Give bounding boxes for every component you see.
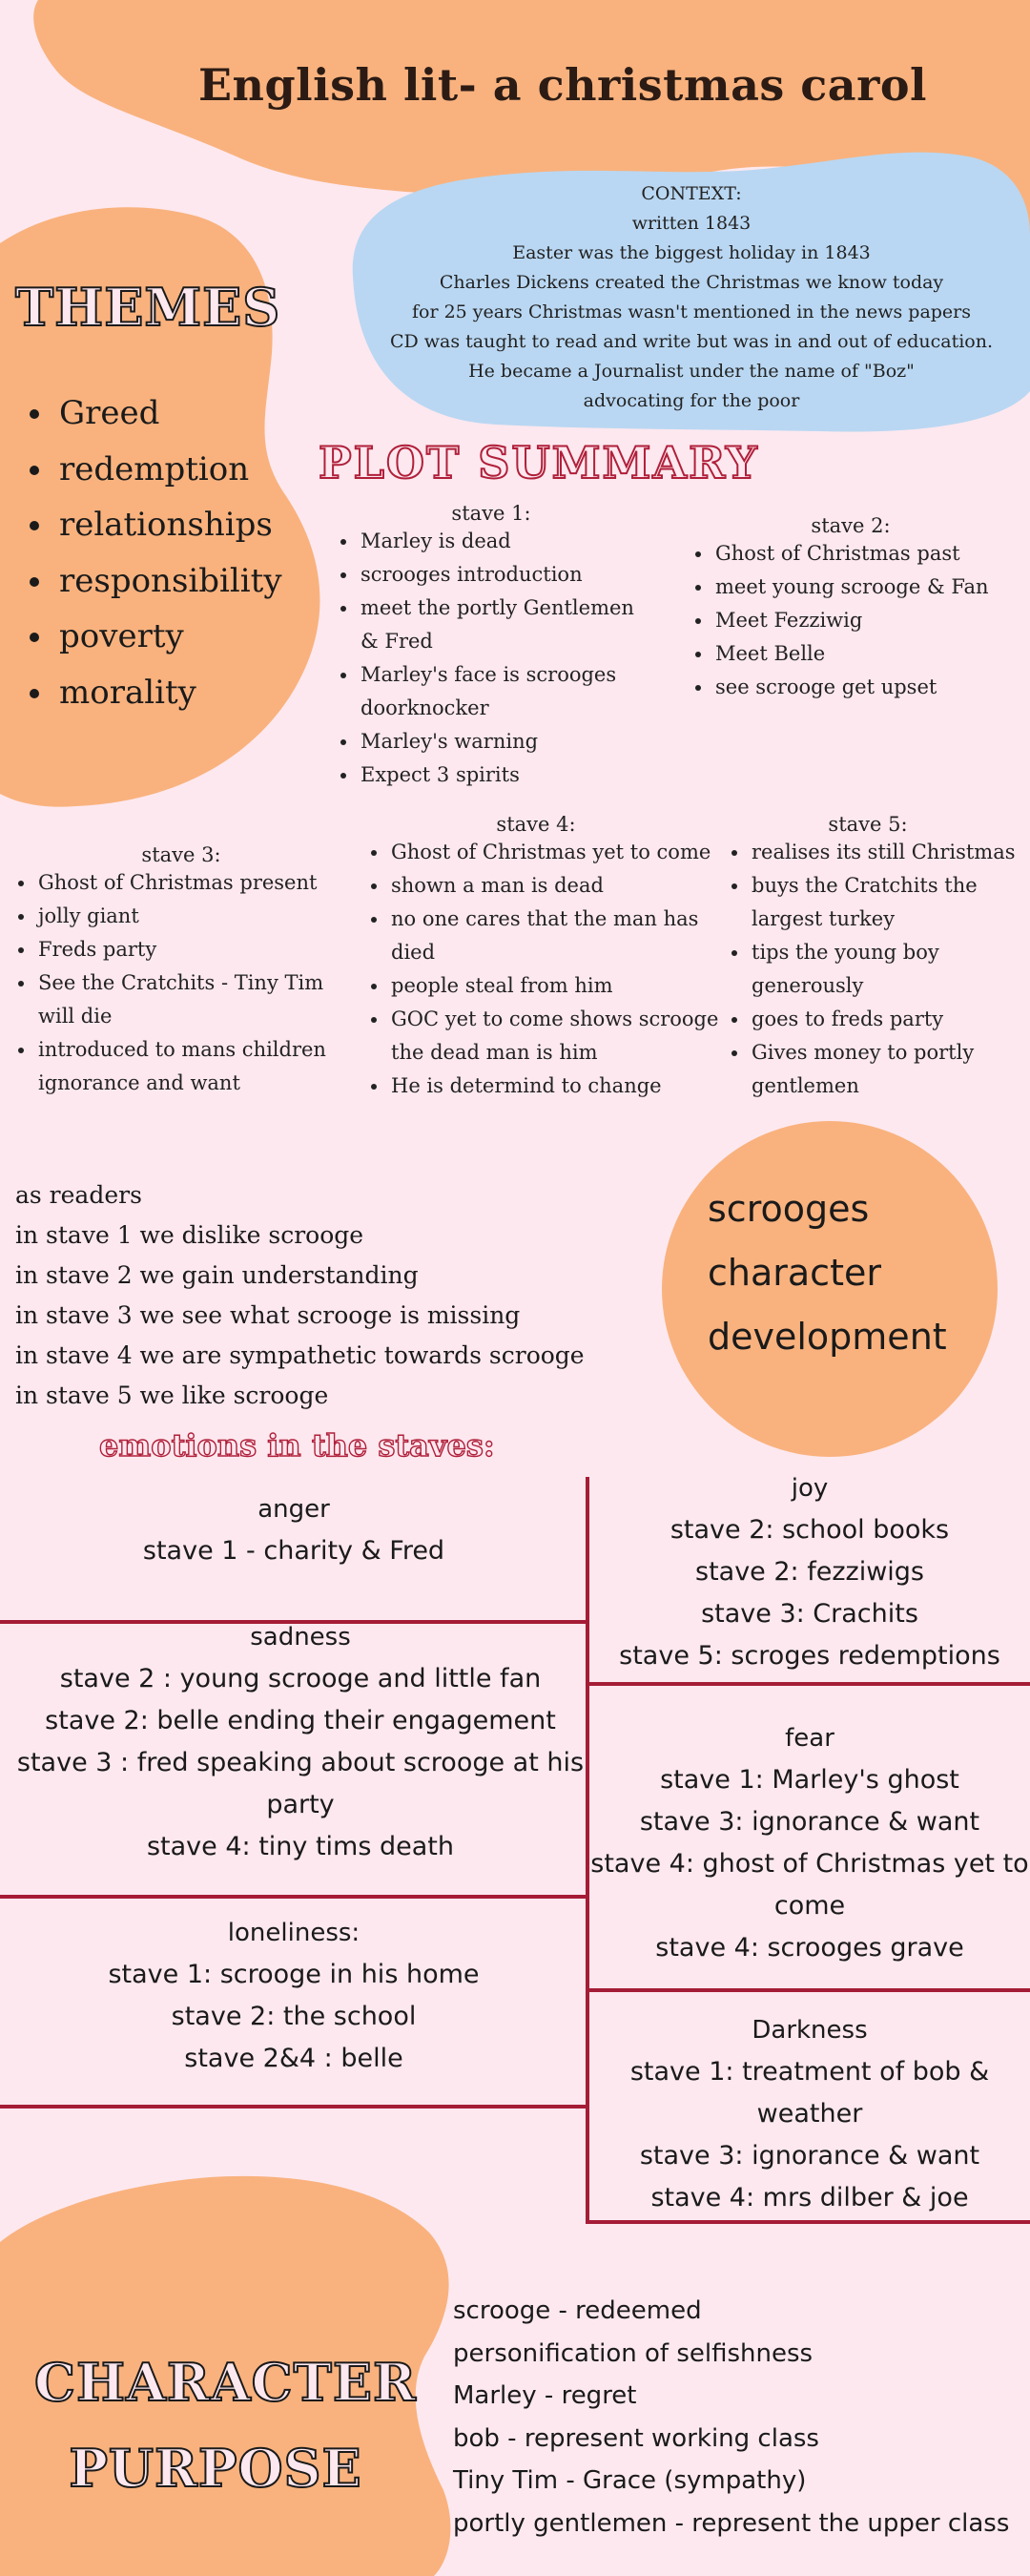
emotion-line: stave 4: scrooges grave [655, 1933, 964, 1963]
emotion-heading: joy [791, 1474, 829, 1503]
stave-item: • Gives money to portly gentlemen [750, 1036, 1028, 1103]
theme-item: • relationships [55, 497, 282, 553]
stave-3-list [0, 866, 362, 1100]
readers-line: in stave 2 we gain understanding [15, 1261, 419, 1289]
character-development-line: scrooges [708, 1188, 870, 1230]
stave-item: • He is determind to change [389, 1070, 719, 1103]
context-line: CONTEXT: [641, 183, 742, 204]
stave-item: • Meet Fezziwig [713, 604, 1013, 637]
context-line: Charles Dickens created the Christmas we know today [439, 272, 944, 293]
stave-5-list [725, 836, 1028, 1103]
stave-item: • See the Cratchits - Tiny Tim will die [36, 966, 362, 1033]
stave-3-label: stave 3: [141, 843, 221, 866]
emotion-line: stave 3: ignorance & want [639, 2141, 980, 2171]
emotion-darkness [589, 2009, 1030, 2219]
stave-1-block [334, 502, 658, 792]
emotions-heading: emotions in the staves: [99, 1427, 495, 1464]
context-line: Easter was the biggest holiday in 1843 [512, 242, 871, 263]
readers-line: in stave 4 we are sympathetic towards scrooge [15, 1341, 585, 1369]
context-line: for 25 years Christmas wasn't mentioned in the news papers [411, 301, 972, 322]
themes-list [21, 385, 282, 720]
emotion-line: stave 3: ignorance & want [639, 1807, 980, 1837]
stave-item: • buys the Cratchits the largest turkey [750, 869, 1028, 936]
stave-5-block [725, 813, 1028, 1103]
stave-item: • Freds party [36, 933, 362, 966]
stave-4-block [364, 813, 719, 1103]
emotions-divider [0, 2105, 587, 2109]
emotion-heading: anger [258, 1495, 330, 1524]
emotion-anger [0, 1488, 587, 1572]
emotion-line: stave 4: tiny tims death [146, 1832, 455, 1861]
character-development-label [708, 1177, 947, 1369]
context-line: written 1843 [631, 213, 752, 234]
emotion-line: stave 1 - charity & Fred [142, 1536, 445, 1566]
emotion-heading: loneliness: [227, 1919, 360, 1947]
stave-item: • introduced to mans children ignorance and want [36, 1033, 362, 1100]
readers-line: in stave 5 we like scrooge [15, 1381, 329, 1409]
emotion-line: stave 1: scrooge in his home [108, 1960, 480, 1989]
stave-item: • Ghost of Christmas past [713, 537, 1013, 571]
emotion-line: stave 3: Crachits [701, 1599, 918, 1629]
context-block [353, 179, 1030, 416]
theme-item: • Greed [55, 385, 282, 442]
readers-block [15, 1175, 585, 1416]
emotion-line: stave 2: fezziwigs [695, 1557, 924, 1587]
stave-1-list [334, 525, 658, 792]
character-development-line: development [708, 1316, 947, 1358]
character-purpose-heading-line: PURPOSE [69, 2438, 362, 2499]
readers-line: in stave 3 we see what scrooge is missing [15, 1301, 521, 1329]
context-line: advocating for the poor [583, 390, 800, 411]
stave-item: • jolly giant [36, 900, 362, 933]
emotion-heading: fear [785, 1724, 834, 1753]
character-purpose-item: Marley - regret [453, 2381, 637, 2410]
stave-item: • goes to freds party [750, 1003, 1028, 1036]
stave-item: • Marley's warning [359, 725, 658, 758]
character-purpose-heading-line: CHARACTER [34, 2352, 417, 2413]
stave-5-label: stave 5: [828, 813, 908, 836]
stave-item: • Meet Belle [713, 637, 1013, 671]
stave-item: • people steal from him [389, 969, 719, 1003]
emotion-line: stave 2: belle ending their engagement [45, 1706, 556, 1735]
stave-item: • Marley's face is scrooges doorknocker [359, 658, 658, 725]
stave-4-list [364, 836, 719, 1103]
stave-item: • see scrooge get upset [713, 671, 1013, 704]
context-line: He became a Journalist under the name of "Boz" [468, 361, 915, 382]
context-line: CD was taught to read and write but was in and out of education. [389, 331, 994, 352]
emotion-line: come [773, 1891, 846, 1921]
stave-item: • Ghost of Christmas yet to come [389, 836, 719, 869]
emotion-line: stave 4: ghost of Christmas yet to [590, 1849, 1029, 1879]
character-development-line: character [708, 1252, 881, 1294]
stave-item: • Expect 3 spirits [359, 758, 658, 792]
emotion-line: stave 3 : fred speaking about scrooge at his [16, 1748, 585, 1777]
themes-heading: THEMES [15, 277, 281, 338]
theme-item: • poverty [55, 609, 282, 665]
emotion-heading: Darkness [752, 2016, 868, 2045]
stave-item: • meet young scrooge & Fan [713, 571, 1013, 604]
character-purpose-item: Tiny Tim - Grace (sympathy) [453, 2466, 807, 2495]
theme-item: • responsibility [55, 553, 282, 610]
stave-item: • Marley is dead [359, 525, 658, 558]
emotion-line: stave 1: Marley's ghost [660, 1765, 959, 1795]
character-purpose-list [453, 2290, 1009, 2545]
emotion-heading: sadness [250, 1623, 351, 1652]
emotion-joy [589, 1467, 1030, 1677]
emotions-divider [0, 1895, 587, 1899]
stave-item: • scrooges introduction [359, 558, 658, 592]
stave-item: • GOC yet to come shows scroogе the dead man is him [389, 1003, 719, 1070]
emotion-line: stave 2&4 : belle [184, 2044, 403, 2073]
theme-item: • redemption [55, 442, 282, 498]
stave-item: • no one cares that the man has died [389, 903, 719, 969]
character-purpose-item: portly gentlemen - represent the upper class [453, 2508, 1010, 2538]
emotion-line: stave 2 : young scrooge and little fan [59, 1664, 542, 1693]
plot-summary-heading: PLOT SUMMARY [319, 437, 759, 488]
character-purpose-item: bob - represent working class [453, 2423, 819, 2453]
stave-item: • realises its still Christmas [750, 836, 1028, 869]
emotion-line: stave 2: the school [171, 2002, 417, 2031]
emotion-line: stave 4: mrs dilber & joe [650, 2183, 969, 2212]
readers-line: in stave 1 we dislike scrooge [15, 1221, 364, 1249]
stave-2-block [689, 514, 1013, 704]
emotions-divider [586, 1988, 1030, 1992]
emotions-divider [586, 2220, 1030, 2224]
emotion-line: stave 1: treatment of bob & weather [629, 2057, 990, 2129]
stave-item: • Ghost of Christmas present [36, 866, 362, 900]
emotion-fear [589, 1717, 1030, 1969]
stave-item: • shown a man is dead [389, 869, 719, 903]
character-purpose-heading [34, 2339, 417, 2511]
stave-item: • meet the portly Gentlemen & Fred [359, 592, 658, 658]
character-purpose-item: scrooge - redeemed [453, 2296, 702, 2325]
stave-1-label: stave 1: [451, 502, 531, 525]
readers-line: as readers [15, 1181, 142, 1209]
stave-4-label: stave 4: [496, 813, 576, 836]
emotion-line: party [266, 1790, 335, 1819]
emotion-line: stave 2: school books [670, 1515, 950, 1545]
emotions-divider [586, 1682, 1030, 1686]
stave-2-label: stave 2: [811, 514, 891, 537]
emotion-sadness [0, 1616, 601, 1868]
page-title: English lit- a christmas carol [197, 59, 927, 111]
stave-2-list [689, 537, 1013, 704]
theme-item: • morality [55, 665, 282, 721]
character-purpose-item: personification of selfishness [453, 2338, 814, 2368]
emotion-line: stave 5: scroges redemptions [619, 1641, 1000, 1671]
emotion-loneliness [0, 1912, 587, 2080]
stave-item: • tips the young boy generously [750, 936, 1028, 1003]
stave-3-block [0, 843, 362, 1100]
